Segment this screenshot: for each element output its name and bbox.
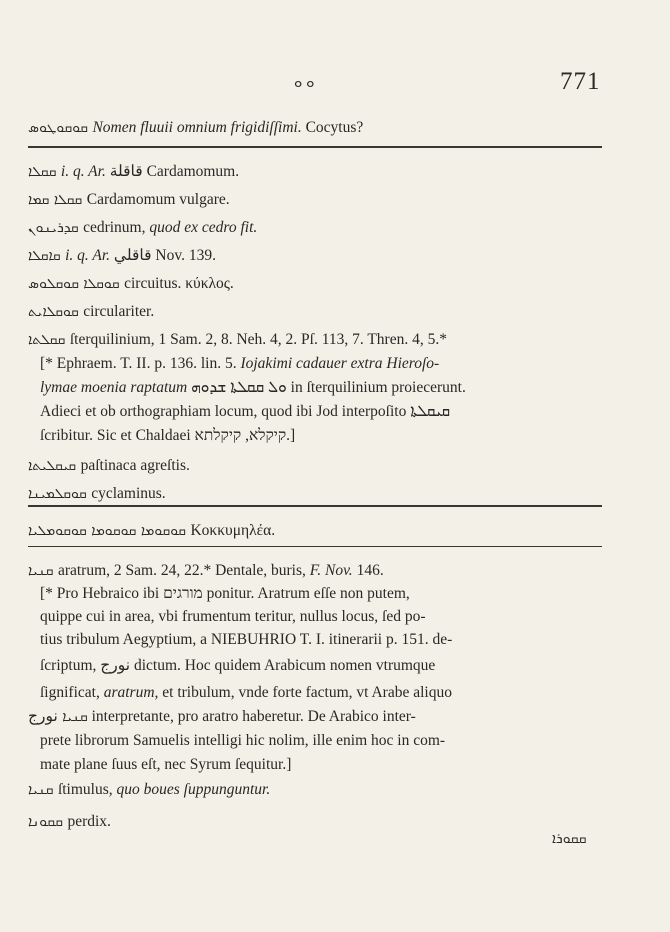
text-line — [40, 656, 435, 676]
entry-text: ſcribitur. Sic et Chaldaei קיקלא, קיקלתא.] — [40, 427, 296, 444]
entry-italic: Nomen fluuii omnium frigidiſſimi. — [92, 119, 302, 136]
text-line — [40, 731, 445, 751]
text-line — [28, 456, 190, 476]
text-line — [28, 302, 154, 322]
page-number: 771 — [560, 68, 601, 95]
syriac-headword: ܩܩܘܢܐ — [28, 814, 68, 830]
running-head: ܘ ܘ — [294, 75, 315, 91]
entry-tail: 146. — [352, 562, 384, 579]
syriac-headword: ܩܝܩܠܝܬܐ — [28, 458, 81, 474]
entry-text: cedrinum, — [83, 219, 150, 236]
entry-text: ſignificat, — [40, 684, 104, 701]
text-line — [28, 218, 257, 238]
entry-tail: κύκλος. — [185, 275, 234, 292]
entry-text: prete librorum Samuelis intelligi hic nolim, ille enim hoc in com- — [40, 732, 446, 749]
entry-tail: et tribulum, vnde forte factum, vt Arabe aliquo — [158, 684, 452, 701]
entry-text: ſterquilinium, 1 Sam. 2, 8. Neh. 4, 2. Pſ. 113, 7. Thren. 4, 5.* — [69, 331, 447, 348]
text-line — [28, 780, 270, 800]
entry-italic: F. Nov. — [309, 562, 353, 579]
syriac-headword: ܩܘܩܘܡܐ ܩܘܩܘܡܐ ܩܘܩܘܡܠܝܐ — [28, 523, 191, 539]
entry-text: ſcriptum, ﻧﻮﺭﺝ dictum. Hoc quidem Arabicum nomen vtrumque — [40, 657, 436, 674]
entry-tail: Cocytus? — [301, 119, 364, 136]
text-line — [40, 755, 291, 775]
text-line — [28, 246, 216, 266]
syriac-headword: ܩܢܝܐ — [28, 563, 58, 579]
text-line — [40, 630, 452, 650]
entry-tail: ﻗﺎﻗﻠﻲ Nov. 139. — [110, 247, 216, 264]
syriac-headword: ܩܩܠܐ ܩܡܐ — [28, 192, 87, 208]
text-line — [28, 521, 275, 541]
header-rule — [28, 146, 602, 148]
entry-text: perdix. — [67, 813, 111, 830]
entry-text: ſtimulus, — [57, 781, 117, 798]
entry-text: paſtinaca agreſtis. — [80, 457, 190, 474]
text-line — [40, 584, 410, 604]
entry-italic: i. q. Ar. — [65, 247, 111, 264]
syriac-headword: ܩܐܩܠܐ — [28, 248, 66, 264]
text-line — [28, 118, 363, 138]
entry-tail: ܘܠ ܩܩܠܬܐ ܫܕܘܗ in ſterquilinium proiecerunt. — [191, 379, 466, 396]
entry-italic: aratrum, — [103, 684, 159, 701]
entry-text: ﻧﻮﺭﺝ interpretante, pro aratro haberetur. De Arabico inter- — [28, 708, 416, 725]
text-line — [28, 707, 416, 727]
entry-text: Κοκκυμηλέα. — [190, 522, 276, 539]
text-line — [40, 426, 295, 446]
text-line — [28, 162, 239, 182]
entry-italic: Iojakimi cadauer extra Hieroſo- — [240, 355, 440, 372]
section-rule-top — [28, 505, 602, 507]
entry-text: Adieci et ob orthographiam locum, quod ibi Jod interpoſito ܩܝܩܠܬܐ — [40, 403, 451, 420]
entry-tail: ﻗﺎﻗﻠﺔ Cardamomum. — [105, 163, 240, 180]
entry-italic: quod ex cedro fit. — [149, 219, 258, 236]
text-line — [28, 274, 234, 294]
entry-text: aratrum, 2 Sam. 24, 22.* Dentale, buris, — [57, 562, 310, 579]
syriac-headword: ܩܘܩܘܛܘܣ — [28, 120, 93, 136]
entry-italic: quo boues ſuppunguntur. — [116, 781, 271, 798]
text-line — [40, 683, 452, 703]
entry-text: cyclaminus. — [91, 485, 166, 502]
syriac-headword: ܩܩܠܐ — [28, 164, 61, 180]
syriac-headword: ܩܢܝܐ — [57, 709, 88, 725]
entry-text: mate plane ſuus eſt, nec Syrum ſequitur.] — [40, 756, 292, 773]
entry-italic: lymae moenia raptatum — [40, 379, 192, 396]
syriac-headword: ܩܢܝܐ — [28, 782, 58, 798]
syriac-headword: ܩܘܩܠܐܝܬ — [28, 304, 84, 320]
entry-italic: i. q. Ar. — [60, 163, 106, 180]
entry-text: tius tribulum Aegyptium, a NIEBUHRIO T. I. itinerarii p. 151. de- — [40, 631, 453, 648]
text-line — [28, 190, 230, 210]
syriac-headword: ܩܩܠܬܐ — [28, 332, 70, 348]
entry-text: circulariter. — [83, 303, 155, 320]
text-line — [40, 607, 426, 627]
catchword: ܩܩܘܪܐ — [552, 832, 587, 847]
entry-tail: Cardamomum vulgare. — [86, 191, 230, 208]
entry-text: quippe cui in area, vbi frumentum teritur, nullus locus, ſed po- — [40, 608, 426, 625]
section-rule-bottom — [28, 546, 602, 547]
text-line — [28, 812, 111, 832]
entry-text: circuitus. — [124, 275, 186, 292]
syriac-headword: ܩܘܩܠܡܝܢܐ — [28, 486, 92, 502]
text-line — [28, 561, 384, 581]
text-line — [40, 354, 439, 374]
text-line — [28, 484, 166, 504]
entry-text: [* Ephraem. T. II. p. 136. lin. 5. — [40, 355, 241, 372]
entry-text: [* Pro Hebraico ibi מורגים ponitur. Aratrum eſſe non putem, — [40, 585, 410, 602]
syriac-headword: ܩܕܪܝܢܘܢ — [28, 220, 84, 236]
text-line — [28, 330, 447, 350]
text-line — [40, 402, 450, 422]
syriac-headword: ܩܘܩܠܐ ܩܘܩܠܘܣ — [28, 276, 125, 292]
text-line — [40, 378, 466, 398]
